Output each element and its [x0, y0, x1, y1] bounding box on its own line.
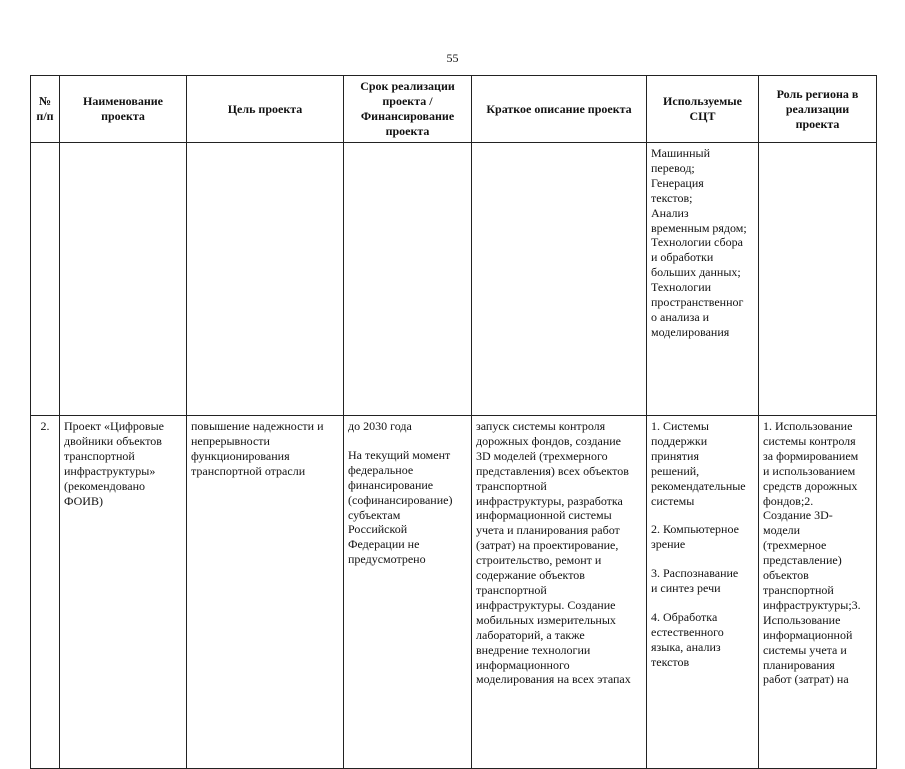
cell-empty [472, 143, 647, 416]
cell-empty [344, 143, 472, 416]
header-description: Краткое описание проекта [472, 76, 647, 143]
region-role: 1. Использование системы контроля за формированием и использованием средств дорожных фондов;2. Создание 3D- модели (трехмерное представление) объектов транспортной инфраструктуры;3. Использование информационной системы учета и планирования работ (затрат) на [763, 419, 861, 687]
cell-term-financing [344, 416, 472, 769]
header-region-role: Роль региона в реализации проекта [759, 76, 877, 143]
cell-project-goal [187, 416, 344, 769]
project-name: Проект «Цифровые двойники объектов транспортной инфраструктуры» (рекомендовано ФОИВ) [64, 419, 164, 508]
cell-technologies [647, 416, 759, 769]
table-row-project-2 [31, 416, 877, 769]
cell-empty [60, 143, 187, 416]
header-project-goal: Цель проекта [187, 76, 344, 143]
table-row-continued [31, 143, 877, 416]
cell-project-name [60, 416, 187, 769]
cell-empty [187, 143, 344, 416]
cell-region-role [759, 416, 877, 769]
project-term: до 2030 года [348, 419, 412, 433]
technologies-list: Машинный перевод; Генерация текстов; Анализ временным рядом; Технологии сбора и обработки больших данных; Технологии пространственног о анализа и моделирования [651, 146, 747, 339]
cell-empty [31, 143, 60, 416]
cell-technologies-continued [647, 143, 759, 416]
header-term-financing: Срок реализации проекта / Финансирование проекта [344, 76, 472, 143]
technology-item: 3. Распознавание и синтез речи [651, 566, 739, 596]
header-number: № п/п [31, 76, 60, 143]
technology-item: 1. Системы поддержки принятия решений, рекомендательные системы [651, 419, 746, 508]
cell-number [31, 416, 60, 769]
cell-empty [759, 143, 877, 416]
project-goal: повышение надежности и непрерывности функционирования транспортной отрасли [191, 419, 324, 478]
header-technologies: Используемые СЦТ [647, 76, 759, 143]
header-project-name: Наименование проекта [60, 76, 187, 143]
page-number: 55 [446, 51, 459, 65]
projects-table [30, 75, 877, 769]
project-financing: На текущий момент федеральное финансирование (софинансирование) субъектам Российской Федерации не предусмотрено [348, 447, 453, 567]
cell-description [472, 416, 647, 769]
technology-item: 2. Компьютерное зрение [651, 522, 739, 552]
project-description: запуск системы контроля дорожных фондов, создание 3D моделей (трехмерного представления) всех объектов транспортной инфраструктуры, разработка информационной системы учета и планирования работ (затрат) на проектирование, строительство, ремонт и содержание объектов транспортной инфраструктуры. Создание мобильных измерительных лабораторий, а также внедрение технологии информационного моделирования на всех этапах [476, 419, 631, 687]
row-number: 2. [40, 419, 50, 433]
table-header-row [31, 76, 877, 143]
technology-item: 4. Обработка естественного языка, анализ текстов [651, 610, 724, 669]
